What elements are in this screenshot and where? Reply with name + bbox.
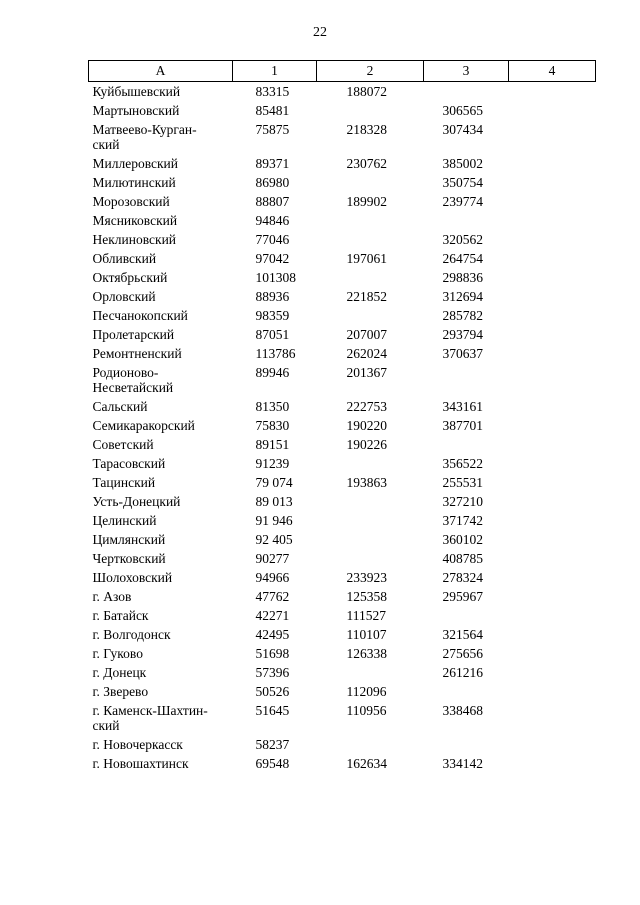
cell-col-1: 69548	[255, 756, 290, 771]
cell-col-3: 343161	[442, 399, 483, 414]
cell-col-3: 255531	[442, 475, 483, 490]
cell-col-4	[509, 325, 596, 344]
cell-col-2	[317, 492, 424, 511]
cell-col-1: 57396	[255, 665, 290, 680]
cell-col-2: 222753	[346, 399, 387, 414]
column-header-4: 4	[509, 61, 596, 82]
cell-col-4	[509, 287, 596, 306]
cell-col-4	[509, 587, 596, 606]
cell-col-2: 221852	[346, 289, 387, 304]
table-row	[89, 249, 596, 268]
cell-col-2	[317, 549, 424, 568]
cell-col-3	[424, 435, 509, 454]
cell-col-4	[509, 644, 596, 663]
cell-col-4	[509, 511, 596, 530]
cell-name: Целинский	[92, 513, 157, 528]
cell-col-4	[509, 249, 596, 268]
cell-col-4	[509, 606, 596, 625]
cell-col-2	[317, 268, 424, 287]
cell-col-4	[509, 735, 596, 754]
cell-name: Неклиновский	[92, 232, 177, 247]
cell-col-4	[509, 454, 596, 473]
cell-name: Шолоховский	[92, 570, 173, 585]
cell-col-2	[317, 306, 424, 325]
page-number: 22	[313, 25, 327, 40]
table-row	[89, 454, 596, 473]
cell-name: г. Гуково	[92, 646, 143, 661]
cell-col-3: 360102	[442, 532, 483, 547]
cell-col-1: 42495	[255, 627, 290, 642]
cell-name: г. Зверево	[92, 684, 149, 699]
table-row	[89, 735, 596, 754]
cell-col-2: 112096	[346, 684, 387, 699]
cell-col-1: 91 946	[255, 513, 293, 528]
cell-col-1: 91239	[255, 456, 290, 471]
table-row	[89, 101, 596, 120]
cell-col-4	[509, 211, 596, 230]
cell-col-3: 370637	[442, 346, 483, 361]
cell-col-3: 239774	[442, 194, 483, 209]
cell-col-4	[509, 82, 596, 102]
cell-col-3: 278324	[442, 570, 483, 585]
cell-col-2: 110956	[346, 703, 387, 718]
cell-col-1: 81350	[255, 399, 290, 414]
cell-col-4	[509, 230, 596, 249]
cell-col-4	[509, 435, 596, 454]
cell-col-4	[509, 549, 596, 568]
cell-col-1: 89946	[255, 365, 290, 380]
column-header-a: А	[89, 61, 233, 82]
cell-col-3: 334142	[442, 756, 483, 771]
table-row	[89, 606, 596, 625]
cell-name: Морозовский	[92, 194, 170, 209]
cell-col-4	[509, 473, 596, 492]
cell-col-3: 295967	[442, 589, 483, 604]
table-row	[89, 625, 596, 644]
column-header-1: 1	[233, 61, 317, 82]
cell-col-3: 385002	[442, 156, 483, 171]
cell-col-4	[509, 268, 596, 287]
cell-col-1: 50526	[255, 684, 290, 699]
cell-col-2: 110107	[346, 627, 387, 642]
cell-col-3: 321564	[442, 627, 483, 642]
cell-col-1: 98359	[255, 308, 290, 323]
cell-col-4	[509, 397, 596, 416]
cell-name: Куйбышевский	[92, 84, 181, 99]
cell-col-3: 264754	[442, 251, 483, 266]
cell-col-3: 293794	[442, 327, 483, 342]
table-row	[89, 663, 596, 682]
cell-col-3	[424, 211, 509, 230]
cell-col-1: 94846	[255, 213, 290, 228]
table-row	[89, 120, 596, 154]
cell-col-4	[509, 101, 596, 120]
cell-name: Орловский	[92, 289, 156, 304]
cell-name: Семикаракорский	[92, 418, 195, 433]
cell-name: Миллеровский	[92, 156, 178, 171]
data-table	[88, 60, 596, 773]
cell-col-2	[317, 663, 424, 682]
cell-col-2: 218328	[346, 122, 387, 137]
cell-col-1: 89151	[255, 437, 290, 452]
table-row	[89, 173, 596, 192]
cell-col-1: 51698	[255, 646, 290, 661]
cell-name: г. Азов	[92, 589, 132, 604]
cell-col-2: 190226	[346, 437, 387, 452]
cell-col-4	[509, 363, 596, 397]
cell-name: г. Новочеркасск	[92, 737, 183, 752]
table-row	[89, 397, 596, 416]
cell-col-2: 188072	[346, 84, 387, 99]
table-row	[89, 82, 596, 102]
cell-col-4	[509, 568, 596, 587]
table-row	[89, 306, 596, 325]
table-row	[89, 473, 596, 492]
cell-col-1: 85481	[255, 103, 290, 118]
cell-col-4	[509, 625, 596, 644]
cell-name: Советский	[92, 437, 154, 452]
cell-col-3: 298836	[442, 270, 483, 285]
table-row	[89, 644, 596, 663]
cell-col-1: 83315	[255, 84, 290, 99]
cell-col-1: 89 013	[255, 494, 293, 509]
table-row	[89, 568, 596, 587]
table-row	[89, 344, 596, 363]
table-row	[89, 492, 596, 511]
cell-col-4	[509, 682, 596, 701]
cell-col-3: 356522	[442, 456, 483, 471]
cell-name: Октябрьский	[92, 270, 168, 285]
cell-name: г. Донецк	[92, 665, 147, 680]
cell-name: Тацинский	[92, 475, 156, 490]
cell-col-3	[424, 682, 509, 701]
cell-col-3: 285782	[442, 308, 483, 323]
cell-col-4	[509, 416, 596, 435]
cell-col-1: 88807	[255, 194, 290, 209]
cell-name: Чертковский	[92, 551, 166, 566]
table-header-row	[89, 61, 596, 82]
cell-name: Мартыновский	[92, 103, 180, 118]
cell-col-2: 233923	[346, 570, 387, 585]
cell-col-2: 125358	[346, 589, 387, 604]
cell-col-3: 350754	[442, 175, 483, 190]
table-row	[89, 511, 596, 530]
table-row	[89, 530, 596, 549]
cell-col-1: 42271	[255, 608, 290, 623]
cell-col-1: 51645	[255, 703, 290, 718]
cell-col-1: 89371	[255, 156, 290, 171]
cell-col-3: 371742	[442, 513, 483, 528]
cell-col-1: 77046	[255, 232, 290, 247]
table-row	[89, 268, 596, 287]
cell-col-3: 327210	[442, 494, 483, 509]
cell-name: г. Батайск	[92, 608, 149, 623]
cell-col-2: 126338	[346, 646, 387, 661]
cell-col-1: 97042	[255, 251, 290, 266]
table-row	[89, 363, 596, 397]
cell-name: Усть-Донецкий	[92, 494, 181, 509]
cell-col-2	[317, 530, 424, 549]
table-row	[89, 287, 596, 306]
cell-col-3	[424, 363, 509, 397]
cell-name: Милютинский	[92, 175, 176, 190]
cell-col-3	[424, 735, 509, 754]
table-row	[89, 325, 596, 344]
table-row	[89, 587, 596, 606]
cell-col-4	[509, 344, 596, 363]
cell-name: Мясниковский	[92, 213, 178, 228]
cell-col-2	[317, 101, 424, 120]
cell-col-3: 307434	[442, 122, 483, 137]
cell-name: Обливский	[92, 251, 157, 266]
table-row	[89, 416, 596, 435]
table-row	[89, 701, 596, 735]
cell-col-1: 58237	[255, 737, 290, 752]
cell-col-1: 94966	[255, 570, 290, 585]
cell-col-3: 306565	[442, 103, 483, 118]
table-row	[89, 549, 596, 568]
cell-col-2	[317, 173, 424, 192]
cell-name: г. Волгодонск	[92, 627, 171, 642]
cell-name: г. Новошахтинск	[92, 756, 189, 771]
cell-col-4	[509, 754, 596, 773]
table-row	[89, 682, 596, 701]
cell-col-3: 338468	[442, 703, 483, 718]
cell-col-4	[509, 192, 596, 211]
table-row	[89, 211, 596, 230]
cell-col-3	[424, 606, 509, 625]
cell-col-2: 201367	[346, 365, 387, 380]
cell-col-3: 320562	[442, 232, 483, 247]
cell-col-1: 86980	[255, 175, 290, 190]
table-row	[89, 192, 596, 211]
column-header-2: 2	[317, 61, 424, 82]
cell-col-1: 92 405	[255, 532, 293, 547]
cell-col-2	[317, 454, 424, 473]
cell-col-4	[509, 306, 596, 325]
cell-col-1: 47762	[255, 589, 290, 604]
cell-col-3: 387701	[442, 418, 483, 433]
cell-col-2: 189902	[346, 194, 387, 209]
cell-name: Пролетарский	[92, 327, 175, 342]
cell-col-4	[509, 492, 596, 511]
cell-col-1: 75875	[255, 122, 290, 137]
cell-col-3: 408785	[442, 551, 483, 566]
cell-col-4	[509, 154, 596, 173]
cell-name: Ремонтненский	[92, 346, 182, 361]
cell-col-1: 113786	[255, 346, 296, 361]
table-body	[89, 82, 596, 774]
cell-name: Цимлянский	[92, 532, 166, 547]
cell-col-4	[509, 530, 596, 549]
cell-name: Родионово- Несветайский	[92, 365, 174, 395]
cell-col-3	[424, 82, 509, 102]
table-row	[89, 154, 596, 173]
cell-col-1: 75830	[255, 418, 290, 433]
cell-name: Песчанокопский	[92, 308, 188, 323]
cell-name: Матвеево-Курган- ский	[92, 122, 197, 152]
table-row	[89, 230, 596, 249]
cell-col-1: 101308	[255, 270, 296, 285]
column-header-3: 3	[424, 61, 509, 82]
cell-name: г. Каменск-Шахтин- ский	[92, 703, 208, 733]
cell-col-4	[509, 701, 596, 735]
cell-col-2: 162634	[346, 756, 387, 771]
cell-name: Тарасовский	[92, 456, 166, 471]
cell-col-1: 90277	[255, 551, 290, 566]
cell-col-4	[509, 663, 596, 682]
cell-col-2	[317, 735, 424, 754]
cell-col-3: 261216	[442, 665, 483, 680]
cell-name: Сальский	[92, 399, 148, 414]
cell-col-2: 262024	[346, 346, 387, 361]
cell-col-2: 207007	[346, 327, 387, 342]
cell-col-2	[317, 211, 424, 230]
cell-col-3: 312694	[442, 289, 483, 304]
cell-col-2	[317, 230, 424, 249]
cell-col-1: 88936	[255, 289, 290, 304]
cell-col-3: 275656	[442, 646, 483, 661]
cell-col-4	[509, 173, 596, 192]
cell-col-2	[317, 511, 424, 530]
cell-col-4	[509, 120, 596, 154]
cell-col-2: 190220	[346, 418, 387, 433]
cell-col-1: 87051	[255, 327, 290, 342]
table-row	[89, 754, 596, 773]
cell-col-1: 79 074	[255, 475, 293, 490]
cell-col-2: 197061	[346, 251, 387, 266]
cell-col-2: 111527	[346, 608, 386, 623]
cell-col-2: 193863	[346, 475, 387, 490]
cell-col-2: 230762	[346, 156, 387, 171]
table-row	[89, 435, 596, 454]
